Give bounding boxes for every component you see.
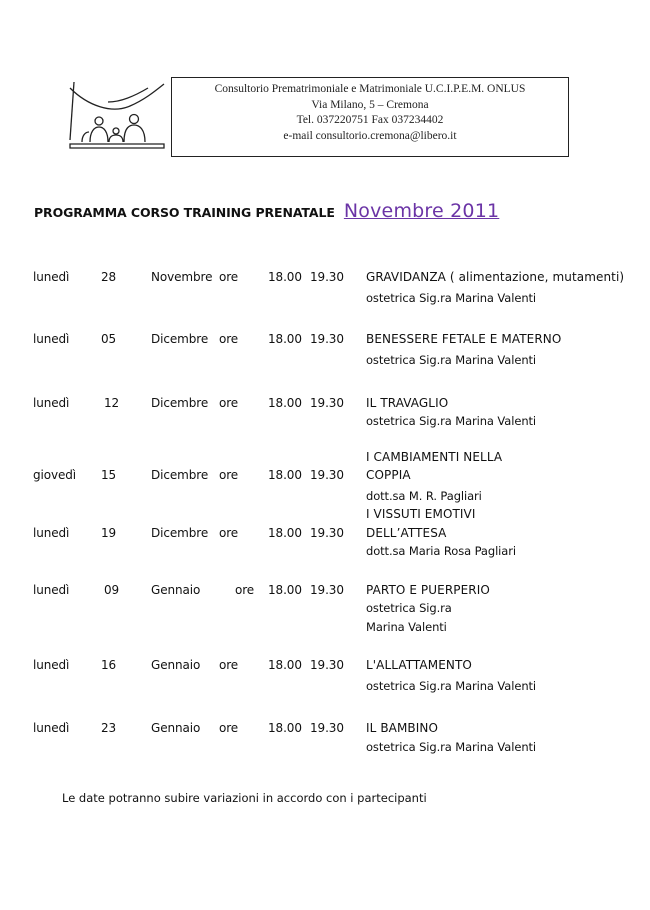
session-day: lunedì (33, 721, 70, 735)
session-end-time: 19.30 (310, 658, 344, 672)
session-date: 05 (101, 332, 117, 346)
header-address: Via Milano, 5 – Cremona (311, 98, 429, 111)
session-end-time: 19.30 (310, 526, 344, 540)
session-day: lunedì (33, 583, 70, 597)
session-topic: COPPIA (366, 468, 411, 482)
session-date: 16 (101, 658, 117, 672)
session-topic: I VISSUTI EMOTIVI (366, 507, 476, 521)
session-topic: BENESSERE FETALE E MATERNO (366, 332, 562, 346)
session-ore: ore (219, 468, 239, 482)
session-ore: ore (219, 270, 239, 284)
session-topic: GRAVIDANZA ( alimentazione, mutamenti) (366, 270, 625, 284)
session-month: Dicembre (151, 468, 209, 482)
session-start-time: 18.00 (268, 332, 302, 346)
session-teacher: ostetrica Sig.ra Marina Valenti (366, 679, 537, 693)
session-month: Gennaio (151, 658, 201, 672)
session-month: Dicembre (151, 332, 209, 346)
header-phone-fax: Tel. 037220751 Fax 037234402 (296, 114, 444, 126)
header-email: e-mail consultorio.cremona@libero.it (283, 129, 457, 142)
session-end-time: 19.30 (310, 721, 344, 735)
session-teacher: dott.sa M. R. Pagliari (366, 489, 482, 503)
footer-note: Le date potranno subire variazioni in accordo con i partecipanti (62, 791, 427, 805)
session-start-time: 18.00 (268, 583, 302, 597)
session-date: 23 (101, 721, 117, 735)
session-month: Gennaio (151, 721, 201, 735)
session-start-time: 18.00 (268, 270, 302, 284)
session-teacher: Marina Valenti (366, 620, 447, 634)
session-day: lunedì (33, 270, 70, 284)
session-topic: I CAMBIAMENTI NELLA (366, 450, 503, 464)
session-end-time: 19.30 (310, 270, 344, 284)
session-teacher: ostetrica Sig.ra Marina Valenti (366, 353, 537, 367)
session-end-time: 19.30 (310, 396, 344, 410)
session-end-time: 19.30 (310, 332, 344, 346)
session-ore: ore (219, 658, 239, 672)
session-month: Dicembre (151, 526, 209, 540)
session-date: 28 (101, 270, 117, 284)
session-date: 09 (104, 583, 120, 597)
session-teacher: ostetrica Sig.ra (366, 601, 452, 615)
session-start-time: 18.00 (268, 658, 302, 672)
session-teacher: ostetrica Sig.ra Marina Valenti (366, 291, 537, 305)
session-topic: DELL’ATTESA (366, 526, 447, 540)
session-ore: ore (219, 396, 239, 410)
session-ore: ore (219, 721, 239, 735)
session-teacher: dott.sa Maria Rosa Pagliari (366, 544, 516, 558)
session-teacher: ostetrica Sig.ra Marina Valenti (366, 740, 537, 754)
session-date: 15 (101, 468, 117, 482)
title-month: Novembre 2011 (343, 200, 500, 222)
session-topic: L'ALLATTAMENTO (366, 658, 472, 672)
session-end-time: 19.30 (310, 583, 344, 597)
session-month: Dicembre (151, 396, 209, 410)
session-topic: IL BAMBINO (366, 721, 439, 735)
session-end-time: 19.30 (310, 468, 344, 482)
session-ore: ore (219, 332, 239, 346)
session-topic: IL TRAVAGLIO (366, 396, 449, 410)
session-start-time: 18.00 (268, 396, 302, 410)
session-day: lunedì (33, 658, 70, 672)
session-day: lunedì (33, 396, 70, 410)
session-start-time: 18.00 (268, 526, 302, 540)
header-organization: Consultorio Prematrimoniale e Matrimoniale U.C.I.P.E.M. ONLUS (214, 83, 526, 95)
session-ore: ore (235, 583, 255, 597)
session-ore: ore (219, 526, 239, 540)
session-day: lunedì (33, 526, 70, 540)
session-start-time: 18.00 (268, 721, 302, 735)
session-day: lunedì (33, 332, 70, 346)
title-main: PROGRAMMA CORSO TRAINING PRENATALE (34, 205, 335, 220)
session-month: Gennaio (151, 583, 201, 597)
session-date: 12 (104, 396, 120, 410)
session-day: giovedì (33, 468, 77, 482)
session-month: Novembre (151, 270, 213, 284)
session-teacher: ostetrica Sig.ra Marina Valenti (366, 414, 537, 428)
session-start-time: 18.00 (268, 468, 302, 482)
session-date: 19 (101, 526, 117, 540)
session-topic: PARTO E PUERPERIO (366, 583, 490, 597)
